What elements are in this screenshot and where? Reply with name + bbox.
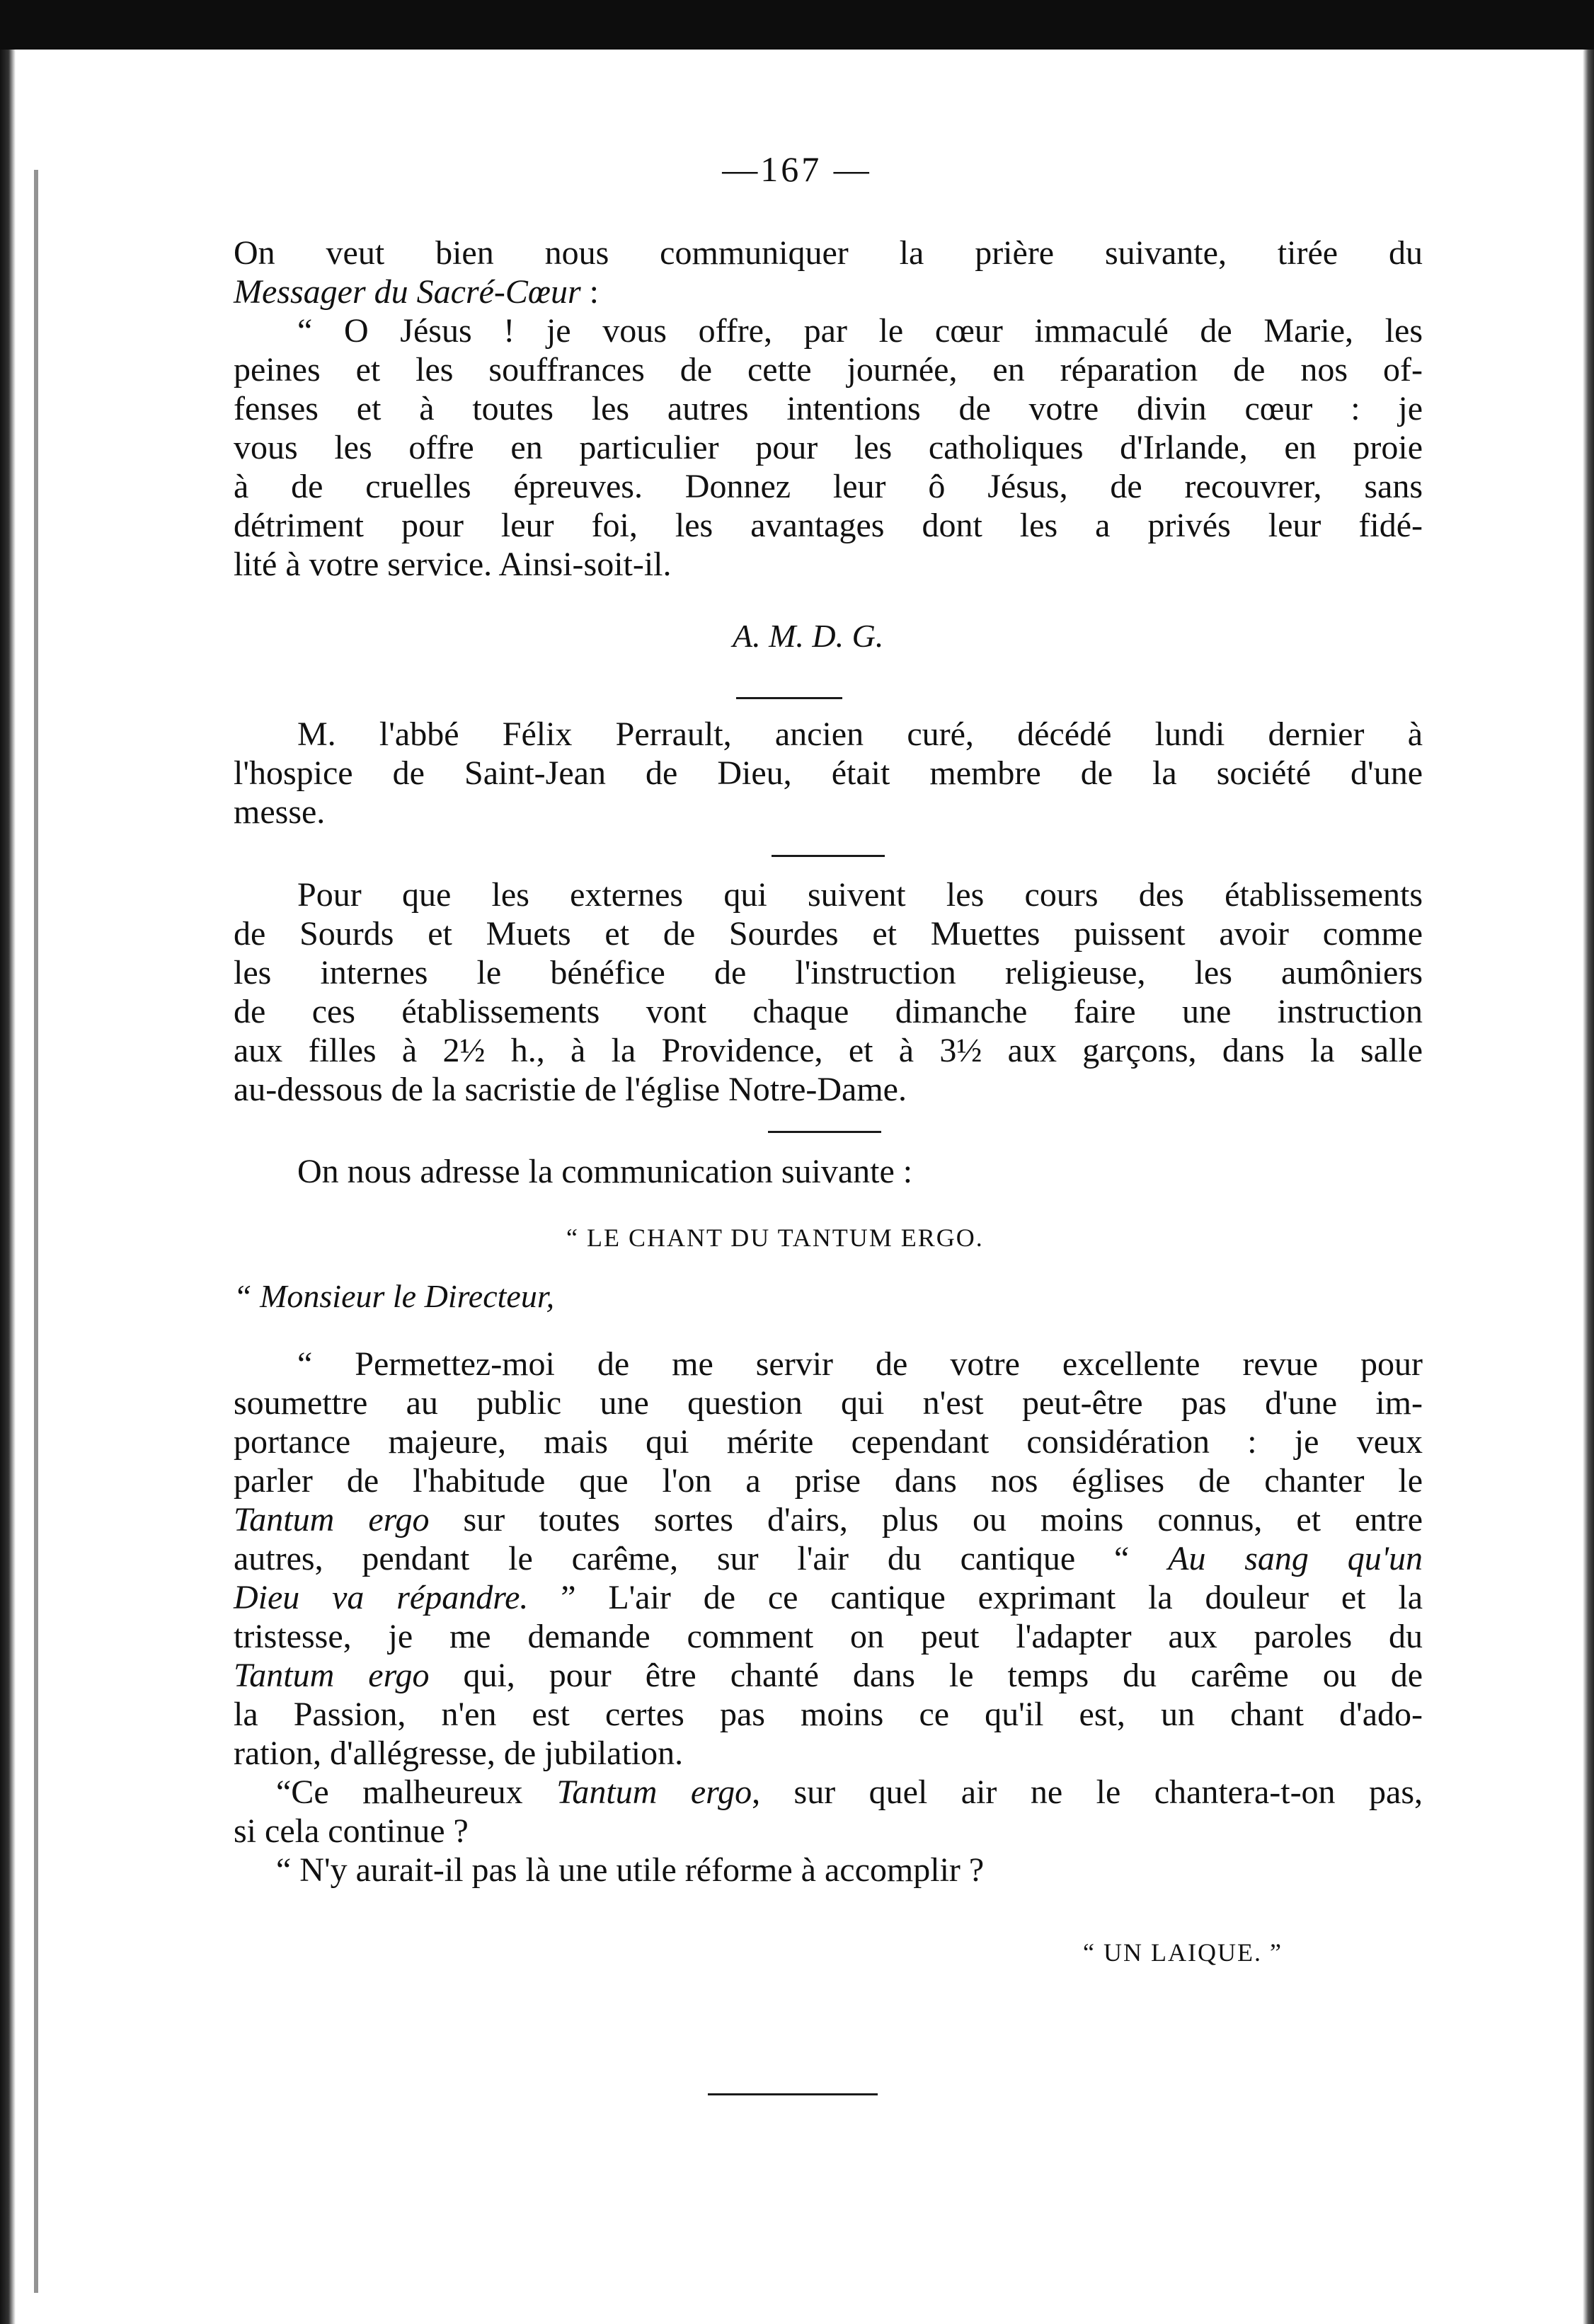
text-line: l'hospice de Saint-Jean de Dieu, était membre de la société d'une xyxy=(234,754,1423,792)
scan-fold-line xyxy=(34,170,38,2293)
letter-salutation: “ Monsieur le Directeur, xyxy=(234,1278,555,1314)
italic-title: Au sang qu'un xyxy=(1168,1540,1423,1577)
text-line xyxy=(234,1578,1423,1617)
text-line xyxy=(234,1773,1423,1812)
text-line: tristesse, je me demande comment on peut l'adapter aux paroles du xyxy=(234,1618,1423,1655)
article-deaf-instruction xyxy=(234,875,1423,1109)
text-line xyxy=(234,1500,1423,1539)
text-line: M. l'abbé Félix Perrault, ancien curé, décédé lundi dernier à xyxy=(297,715,1423,753)
section-divider xyxy=(736,697,842,699)
text-fragment: qui, pour être chanté dans le temps du carême ou de xyxy=(429,1657,1423,1694)
prayer-signature: A. M. D. G. xyxy=(733,618,884,654)
section-divider xyxy=(772,855,885,857)
letter-heading: “ LE CHANT DU TANTUM ERGO. xyxy=(566,1224,984,1252)
text-line: soumettre au public une question qui n'est peut-être pas d'une im- xyxy=(234,1384,1423,1422)
text-fragment: , sur quel air ne le chantera-t-on pas, xyxy=(752,1773,1423,1811)
text-line: peines et les souffrances de cette journée, en réparation de nos of- xyxy=(234,351,1423,389)
letter-body xyxy=(234,1345,1423,1889)
text-line: de Sourds et Muets et de Sourdes et Muettes puissent avoir comme xyxy=(234,915,1423,953)
text-fragment: sur toutes sortes d'airs, plus ou moins connus, et entre xyxy=(429,1501,1423,1538)
text-fragment: : xyxy=(580,273,599,311)
text-line: aux filles à 2½ h., à la Providence, et à 3½ aux garçons, dans la salle xyxy=(234,1032,1423,1069)
section-divider xyxy=(768,1131,881,1133)
article-communication-intro xyxy=(234,1152,1423,1191)
text-fragment: “Ce malheureux xyxy=(276,1773,557,1811)
source-title: Messager du Sacré-Cœur xyxy=(234,273,581,311)
text-line: “ Permettez-moi de me servir de votre excellente revue pour xyxy=(297,1345,1423,1383)
text-line: “ O Jésus ! je vous offre, par le cœur immaculé de Marie, les xyxy=(297,312,1423,350)
text-line: parler de l'habitude que l'on a prise dans nos églises de chanter le xyxy=(234,1462,1423,1500)
article-prayer xyxy=(234,234,1423,584)
text-line: portance majeure, mais qui mérite cependant considération : je veux xyxy=(234,1423,1423,1461)
text-line: de ces établissements vont chaque dimanche faire une instruction xyxy=(234,993,1423,1030)
italic-title: Tantum ergo xyxy=(234,1657,430,1694)
scan-border-top xyxy=(0,0,1594,50)
scan-border-left xyxy=(0,50,16,2324)
text-line: lité à votre service. Ainsi-soit-il. xyxy=(234,546,672,583)
text-line: les internes le bénéfice de l'instruction religieuse, les aumôniers xyxy=(234,954,1423,991)
text-line: vous les offre en particulier pour les catholiques d'Irlande, en proie xyxy=(234,429,1423,466)
text-line: ration, d'allégresse, de jubilation. xyxy=(234,1735,684,1772)
text-line xyxy=(234,1539,1423,1578)
italic-title: Dieu va répandre. xyxy=(234,1579,529,1616)
text-line: au-dessous de la sacristie de l'église Notre-Dame. xyxy=(234,1071,907,1108)
text-line xyxy=(234,272,1423,311)
article-obituary xyxy=(234,715,1423,832)
text-line: On veut bien nous communiquer la prière suivante, tirée du xyxy=(234,234,1423,272)
text-fragment: ” L'air de ce cantique exprimant la douleur et la xyxy=(528,1579,1423,1616)
section-divider xyxy=(708,2093,878,2095)
italic-title: Tantum ergo xyxy=(556,1773,752,1811)
text-line: détriment pour leur foi, les avantages dont les a privés leur fidé- xyxy=(234,507,1423,544)
text-line: la Passion, n'en est certes pas moins ce qu'il est, un chant d'ado- xyxy=(234,1696,1423,1733)
text-line: si cela continue ? xyxy=(234,1812,469,1850)
text-line: Pour que les externes qui suivent les cours des établissements xyxy=(297,876,1423,914)
scan-border-right xyxy=(1583,50,1594,2324)
italic-title: Tantum ergo xyxy=(234,1501,430,1538)
text-line: à de cruelles épreuves. Donnez leur ô Jésus, de recouvrer, sans xyxy=(234,468,1423,505)
text-line: messe. xyxy=(234,793,326,831)
letter-signoff: “ UN LAIQUE. ” xyxy=(1083,1938,1283,1967)
page-number: —167 — xyxy=(722,149,872,189)
text-line: fenses et à toutes les autres intentions de votre divin cœur : je xyxy=(234,390,1423,427)
text-line xyxy=(234,1656,1423,1695)
text-line: “ N'y aurait-il pas là une utile réforme à accomplir ? xyxy=(276,1851,985,1889)
text-line: On nous adresse la communication suivante : xyxy=(297,1153,913,1190)
text-fragment: autres, pendant le carême, sur l'air du cantique “ xyxy=(234,1540,1169,1577)
